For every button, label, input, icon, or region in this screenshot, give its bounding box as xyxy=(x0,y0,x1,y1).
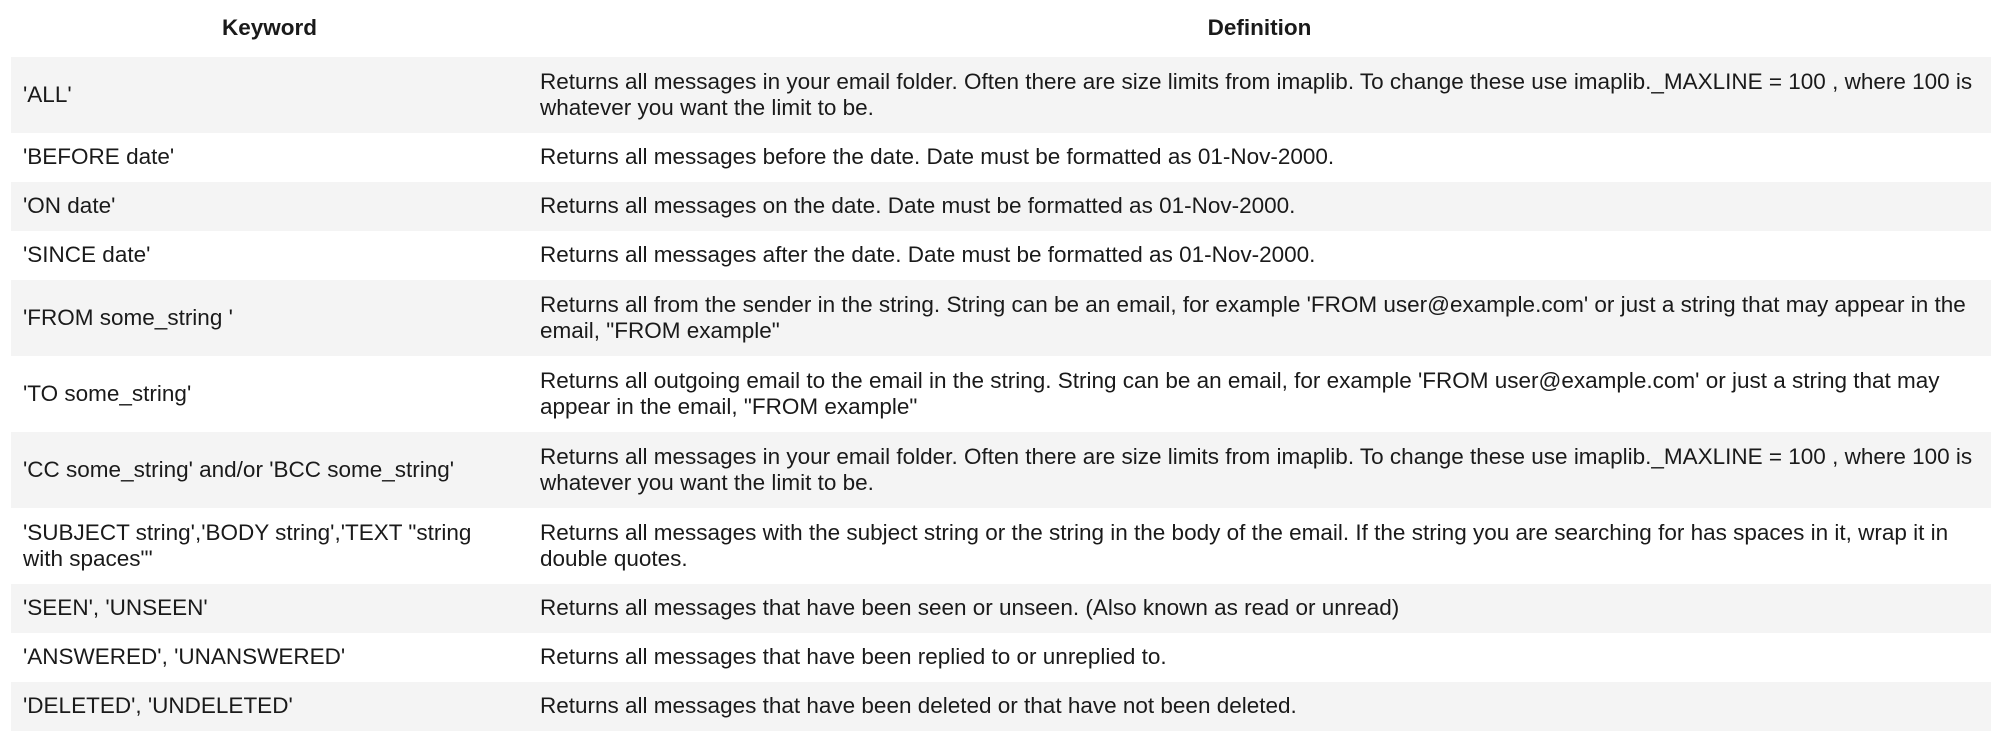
definition-cell: Returns all messages that have been deleted or that have not been deleted. xyxy=(540,693,1297,719)
table-row xyxy=(11,682,1991,731)
table-row xyxy=(11,57,1991,133)
table-row xyxy=(11,133,1991,182)
definition-cell: Returns all messages that have been replied to or unreplied to. xyxy=(540,644,1167,670)
table-body xyxy=(11,57,1991,731)
table-row xyxy=(11,356,1991,432)
definition-cell: Returns all messages in your email folder. Often there are size limits from imaplib. To change these use imaplib._MAXLINE = 100 , where 100 is whatever you want the limit to be. xyxy=(540,68,1973,120)
definition-cell: Returns all messages after the date. Date must be formatted as 01-Nov-2000. xyxy=(540,242,1316,268)
column-header-definition: Definition xyxy=(1207,15,1312,41)
column-header-keyword: Keyword xyxy=(221,15,318,41)
table-header xyxy=(11,0,1991,57)
header-row xyxy=(11,0,1991,57)
keyword-cell: 'FROM some_string ' xyxy=(23,304,233,330)
definition-cell: Returns all messages with the subject string or the string in the body of the email. If the string you are searching for has spaces in it, wrap it in double quotes. xyxy=(540,519,1949,571)
table-row xyxy=(11,280,1991,356)
keyword-cell: 'ON date' xyxy=(23,193,116,219)
definition-cell: Returns all messages that have been seen or unseen. (Also known as read or unread) xyxy=(540,595,1400,621)
keyword-cell: 'BEFORE date' xyxy=(23,144,175,170)
table-row xyxy=(11,508,1991,584)
keyword-cell: 'SEEN', 'UNSEEN' xyxy=(23,595,208,621)
definition-cell: Returns all messages in your email folder. Often there are size limits from imaplib. To change these use imaplib._MAXLINE = 100 , where 100 is whatever you want the limit to be. xyxy=(540,443,1973,495)
table-row xyxy=(11,182,1991,231)
keyword-cell: 'TO some_string' xyxy=(23,380,192,406)
table-row xyxy=(11,432,1991,508)
table-row xyxy=(11,231,1991,280)
keyword-table xyxy=(11,0,1991,731)
keyword-cell: 'ANSWERED', 'UNANSWERED' xyxy=(23,644,346,670)
definition-cell: Returns all outgoing email to the email in the string. String can be an email, for example 'FROM user@example.com' or just a string that may appear in the email, "FROM example" xyxy=(540,367,1940,419)
definition-cell: Returns all from the sender in the string. String can be an email, for example 'FROM user@example.com' or just a string that may appear in the email, "FROM example" xyxy=(540,291,1966,343)
table-row xyxy=(11,633,1991,682)
keyword-cell: 'SUBJECT string','BODY string','TEXT "string with spaces"' xyxy=(23,519,472,571)
definition-cell: Returns all messages before the date. Date must be formatted as 01-Nov-2000. xyxy=(540,144,1335,170)
keyword-cell: 'ALL' xyxy=(23,81,72,107)
keyword-cell: 'DELETED', 'UNDELETED' xyxy=(23,693,293,719)
keyword-cell: 'CC some_string' and/or 'BCC some_string' xyxy=(23,456,455,482)
table-row xyxy=(11,584,1991,633)
definition-cell: Returns all messages on the date. Date must be formatted as 01-Nov-2000. xyxy=(540,193,1296,219)
keyword-cell: 'SINCE date' xyxy=(23,242,151,268)
